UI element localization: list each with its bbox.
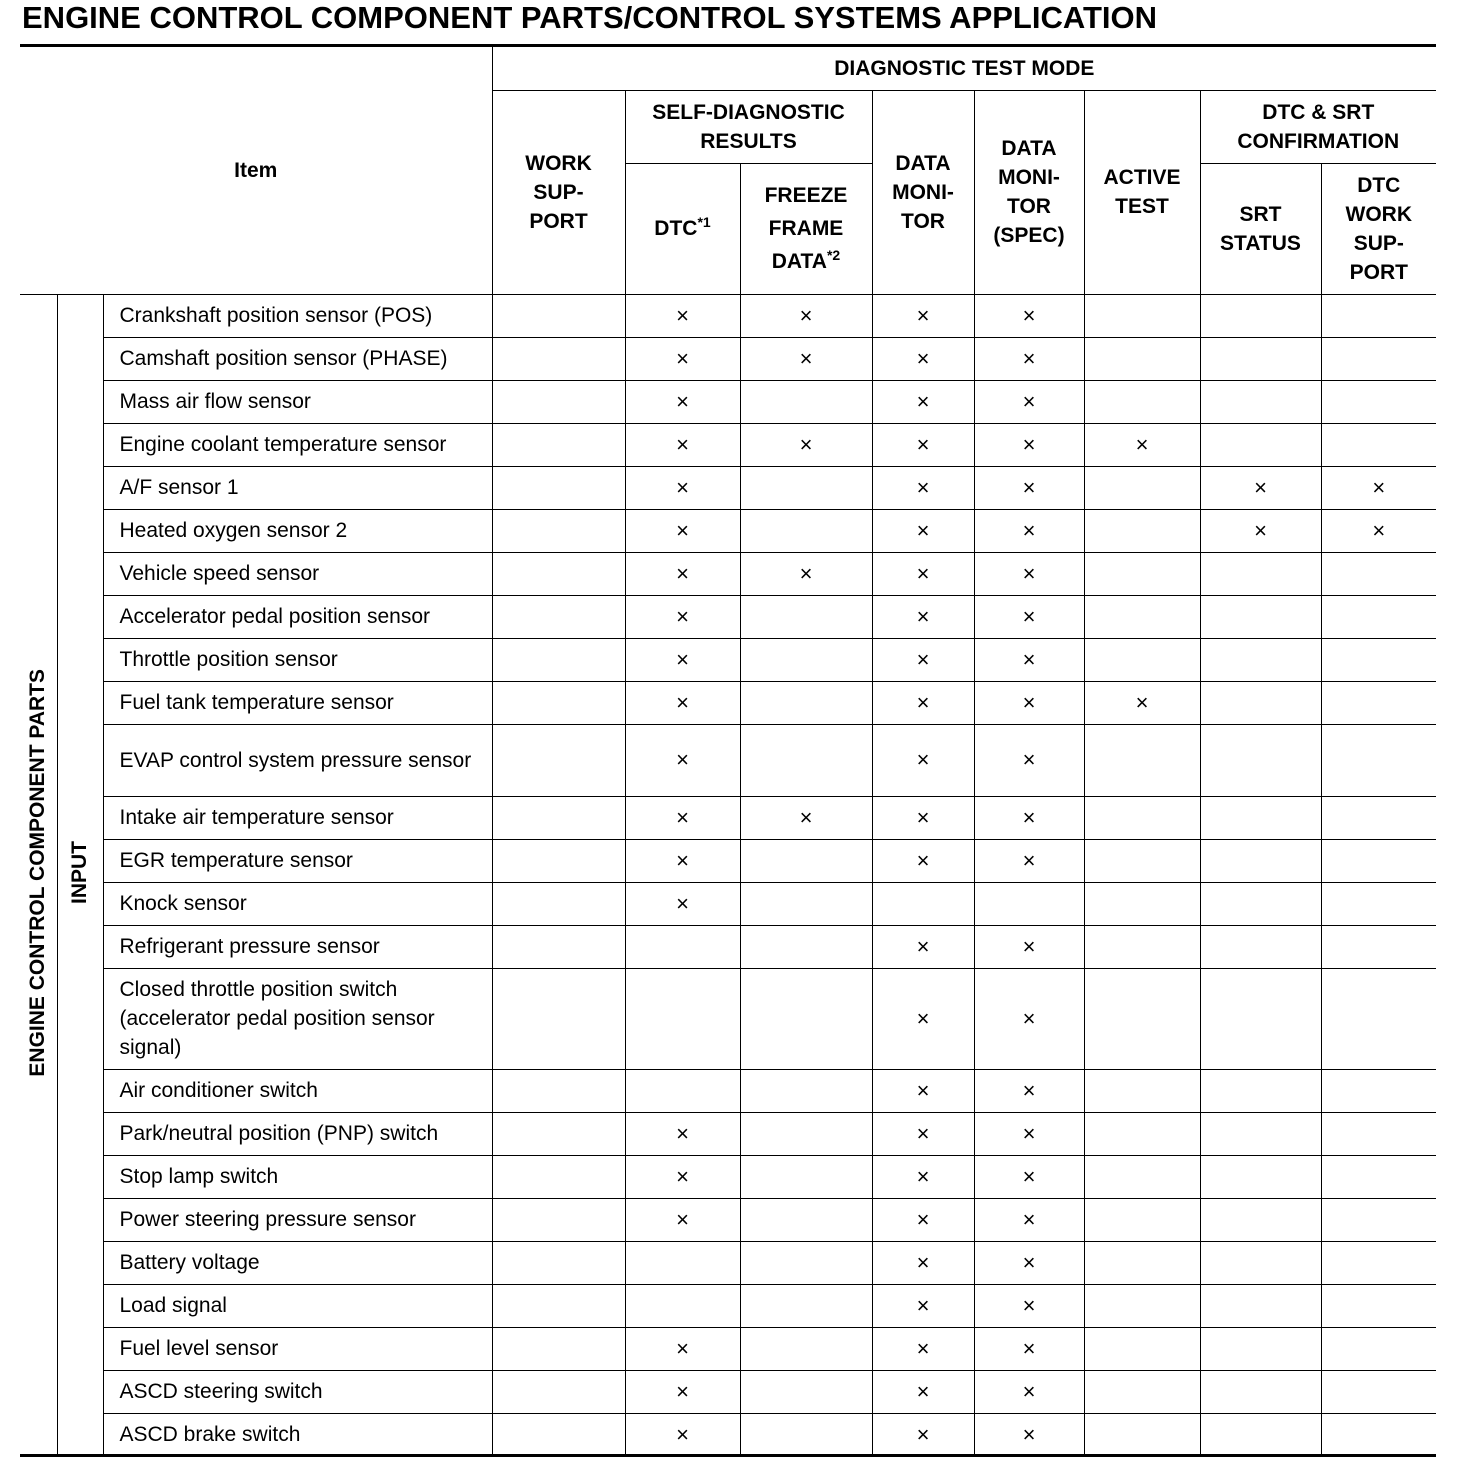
applicable-mark: × [872,1155,974,1198]
applicable-mark: × [974,595,1084,638]
empty-cell [1321,968,1436,1069]
empty-cell [492,1241,625,1284]
applicable-mark: × [625,1112,740,1155]
subgroup-label: INPUT [68,841,91,904]
applicable-mark: × [740,552,872,595]
empty-cell [492,1112,625,1155]
empty-cell [1200,552,1321,595]
empty-cell [492,337,625,380]
applicable-mark: × [625,681,740,724]
table-row [20,638,1436,681]
table-row [20,466,1436,509]
item-name: EGR temperature sensor [103,839,492,882]
empty-cell [740,509,872,552]
empty-cell [492,968,625,1069]
applicable-mark: × [974,509,1084,552]
empty-cell [625,1284,740,1327]
empty-cell [1084,1155,1200,1198]
empty-cell [1084,1198,1200,1241]
applicable-mark: × [625,552,740,595]
applicable-mark: × [974,839,1084,882]
empty-cell [1321,423,1436,466]
applicable-mark: × [872,466,974,509]
empty-cell [740,882,872,925]
table-row [20,1327,1436,1370]
table-row [20,1413,1436,1456]
applicable-mark: × [625,337,740,380]
table-row [20,509,1436,552]
applicable-mark: × [974,294,1084,337]
applicable-mark: × [625,595,740,638]
applicable-mark: × [872,423,974,466]
empty-cell [492,882,625,925]
empty-cell [1200,595,1321,638]
applicable-mark: × [872,796,974,839]
empty-cell [1084,509,1200,552]
empty-cell [1200,1069,1321,1112]
item-name: Park/neutral position (PNP) switch [103,1112,492,1155]
empty-cell [1084,1327,1200,1370]
table-body [20,294,1436,1456]
empty-cell [492,796,625,839]
applicable-mark: × [974,1069,1084,1112]
empty-cell [492,724,625,796]
empty-cell [1200,294,1321,337]
group-label: ENGINE CONTROL COMPONENT PARTS [26,668,50,1077]
table-row [20,925,1436,968]
applicable-mark: × [740,796,872,839]
table-row [20,1370,1436,1413]
empty-cell [625,925,740,968]
empty-cell [625,1069,740,1112]
table-row [20,294,1436,337]
data-monitor-spec-header: DATA MONI-TOR (SPEC) [974,90,1084,294]
empty-cell [1200,1327,1321,1370]
empty-cell [1321,681,1436,724]
empty-cell [492,1198,625,1241]
empty-cell [740,1370,872,1413]
empty-cell [492,1370,625,1413]
applicable-mark: × [872,595,974,638]
applicable-mark: × [740,294,872,337]
empty-cell [1200,1413,1321,1456]
empty-cell [740,724,872,796]
table-row [20,1284,1436,1327]
item-name: ASCD steering switch [103,1370,492,1413]
empty-cell [1321,1241,1436,1284]
item-name: Mass air flow sensor [103,380,492,423]
empty-cell [492,1284,625,1327]
empty-cell [1200,1241,1321,1284]
applicable-mark: × [872,552,974,595]
subgroup-label-cell [57,294,103,1456]
empty-cell [1321,882,1436,925]
empty-cell [492,380,625,423]
bottom-rule [20,1454,1436,1457]
empty-cell [740,1241,872,1284]
empty-cell [1084,839,1200,882]
empty-cell [974,882,1084,925]
applicable-mark: × [974,1327,1084,1370]
empty-cell [1321,1284,1436,1327]
item-name: Load signal [103,1284,492,1327]
applicable-mark: × [872,1413,974,1456]
applicable-mark: × [974,796,1084,839]
empty-cell [1321,638,1436,681]
applicable-mark: × [974,1413,1084,1456]
empty-cell [1321,724,1436,796]
applicable-mark: × [625,638,740,681]
applicable-mark: × [1321,466,1436,509]
work-support-header: WORK SUP-PORT [492,90,625,294]
table-row [20,968,1436,1069]
empty-cell [1084,968,1200,1069]
application-table [20,47,1436,1457]
table-row [20,796,1436,839]
empty-cell [1321,595,1436,638]
empty-cell [1321,552,1436,595]
item-name: Crankshaft position sensor (POS) [103,294,492,337]
applicable-mark: × [872,1284,974,1327]
table-row [20,681,1436,724]
empty-cell [1200,968,1321,1069]
empty-cell [1200,839,1321,882]
page-title: ENGINE CONTROL COMPONENT PARTS/CONTROL SYSTEMS APPLICATION [22,0,1157,35]
applicable-mark: × [974,1284,1084,1327]
item-name: Vehicle speed sensor [103,552,492,595]
applicable-mark: × [872,925,974,968]
item-name: EVAP control system pressure sensor [103,724,492,796]
empty-cell [492,294,625,337]
item-name: ASCD brake switch [103,1413,492,1456]
empty-cell [1084,294,1200,337]
applicable-mark: × [872,638,974,681]
empty-cell [492,1413,625,1456]
dtc-header: DTC$^{*1}$ [625,163,740,294]
applicable-mark: × [974,1370,1084,1413]
item-name: Stop lamp switch [103,1155,492,1198]
empty-cell [1200,1112,1321,1155]
group-label-cell [20,294,57,1456]
empty-cell [492,552,625,595]
applicable-mark: × [1084,681,1200,724]
applicable-mark: × [740,337,872,380]
empty-cell [740,968,872,1069]
empty-cell [1200,925,1321,968]
empty-cell [492,423,625,466]
table-row [20,423,1436,466]
applicable-mark: × [974,466,1084,509]
empty-cell [740,466,872,509]
applicable-mark: × [974,925,1084,968]
empty-cell [492,638,625,681]
self-diagnostic-results-header: SELF-DIAGNOSTIC RESULTS [625,90,872,163]
item-name: Heated oxygen sensor 2 [103,509,492,552]
item-name: Refrigerant pressure sensor [103,925,492,968]
applicable-mark: × [974,423,1084,466]
empty-cell [740,1413,872,1456]
empty-cell [492,839,625,882]
empty-cell [1200,724,1321,796]
empty-cell [740,638,872,681]
applicable-mark: × [974,1112,1084,1155]
empty-cell [625,968,740,1069]
applicable-mark: × [1321,509,1436,552]
item-name: Accelerator pedal position sensor [103,595,492,638]
empty-cell [1321,839,1436,882]
applicable-mark: × [872,1069,974,1112]
empty-cell [1084,595,1200,638]
srt-status-header: SRT STATUS [1200,163,1321,294]
applicable-mark: × [974,1198,1084,1241]
empty-cell [740,1069,872,1112]
table-row [20,1112,1436,1155]
item-name: Power steering pressure sensor [103,1198,492,1241]
empty-cell [1084,925,1200,968]
empty-cell [1200,1155,1321,1198]
table-row [20,1069,1436,1112]
applicable-mark: × [625,796,740,839]
empty-cell [1084,724,1200,796]
item-name: Intake air temperature sensor [103,796,492,839]
empty-cell [1321,796,1436,839]
item-name: Closed throttle position switch (accelerator pedal position sensor signal) [103,968,492,1069]
applicable-mark: × [625,1155,740,1198]
empty-cell [1200,882,1321,925]
empty-cell [492,466,625,509]
empty-cell [1321,1198,1436,1241]
table-row [20,380,1436,423]
empty-cell [740,1327,872,1370]
applicable-mark: × [1200,509,1321,552]
empty-cell [1084,1284,1200,1327]
empty-cell [740,1198,872,1241]
empty-cell [1321,1413,1436,1456]
applicable-mark: × [974,724,1084,796]
empty-cell [1321,1112,1436,1155]
table-row [20,1155,1436,1198]
dtc-srt-confirmation-header: DTC & SRT CONFIRMATION [1200,90,1436,163]
applicable-mark: × [872,380,974,423]
applicable-mark: × [625,509,740,552]
table-row [20,552,1436,595]
table-row [20,337,1436,380]
applicable-mark: × [872,724,974,796]
applicable-mark: × [974,380,1084,423]
applicable-mark: × [625,1198,740,1241]
applicable-mark: × [974,638,1084,681]
empty-cell [1321,1370,1436,1413]
item-name: Fuel tank temperature sensor [103,681,492,724]
applicable-mark: × [1200,466,1321,509]
applicable-mark: × [625,380,740,423]
item-name: Air conditioner switch [103,1069,492,1112]
empty-cell [492,1069,625,1112]
empty-cell [492,681,625,724]
applicable-mark: × [872,681,974,724]
empty-cell [740,681,872,724]
applicable-mark: × [872,1370,974,1413]
applicable-mark: × [625,294,740,337]
empty-cell [1084,882,1200,925]
empty-cell [492,1327,625,1370]
applicable-mark: × [872,1198,974,1241]
empty-cell [1084,796,1200,839]
table-row [20,839,1436,882]
active-test-header: ACTIVE TEST [1084,90,1200,294]
diagnostic-test-mode-header: DIAGNOSTIC TEST MODE [492,47,1436,90]
empty-cell [1084,1112,1200,1155]
table-row [20,1241,1436,1284]
table-row [20,595,1436,638]
applicable-mark: × [740,423,872,466]
empty-cell [492,1155,625,1198]
empty-cell [1321,337,1436,380]
applicable-mark: × [974,1241,1084,1284]
applicable-mark: × [974,337,1084,380]
applicable-mark: × [625,1327,740,1370]
empty-cell [1200,423,1321,466]
empty-cell [1321,294,1436,337]
dtc-work-support-header: DTC WORK SUP-PORT [1321,163,1436,294]
empty-cell [740,380,872,423]
table-row [20,1198,1436,1241]
empty-cell [492,925,625,968]
empty-cell [492,509,625,552]
empty-cell [1084,337,1200,380]
empty-cell [872,882,974,925]
applicable-mark: × [872,509,974,552]
data-monitor-header: DATA MONI-TOR [872,90,974,294]
item-name: A/F sensor 1 [103,466,492,509]
applicable-mark: × [974,1155,1084,1198]
empty-cell [1084,466,1200,509]
empty-cell [1084,1241,1200,1284]
applicable-mark: × [625,724,740,796]
empty-cell [1084,552,1200,595]
empty-cell [492,595,625,638]
applicable-mark: × [625,839,740,882]
empty-cell [1084,638,1200,681]
applicable-mark: × [1084,423,1200,466]
empty-cell [740,1284,872,1327]
empty-cell [1321,925,1436,968]
empty-cell [1200,1284,1321,1327]
applicable-mark: × [872,1241,974,1284]
empty-cell [1321,1155,1436,1198]
table-row [20,882,1436,925]
empty-cell [1200,1370,1321,1413]
empty-cell [740,1112,872,1155]
applicable-mark: × [974,968,1084,1069]
empty-cell [740,839,872,882]
empty-cell [740,595,872,638]
empty-cell [1084,1370,1200,1413]
item-header: Item [20,47,492,294]
applicable-mark: × [872,1112,974,1155]
applicable-mark: × [625,1413,740,1456]
applicable-mark: × [974,681,1084,724]
freeze-frame-data-header: FREEZE FRAME DATA$^{*2}$ [740,163,872,294]
empty-cell [1321,1069,1436,1112]
applicable-mark: × [625,466,740,509]
empty-cell [1084,380,1200,423]
empty-cell [1200,638,1321,681]
empty-cell [1200,380,1321,423]
applicable-mark: × [872,968,974,1069]
applicable-mark: × [872,839,974,882]
empty-cell [1200,796,1321,839]
applicable-mark: × [872,1327,974,1370]
applicable-mark: × [625,423,740,466]
empty-cell [1084,1413,1200,1456]
item-name: Battery voltage [103,1241,492,1284]
applicable-mark: × [872,294,974,337]
empty-cell [1321,1327,1436,1370]
item-name: Knock sensor [103,882,492,925]
applicable-mark: × [974,552,1084,595]
empty-cell [625,1241,740,1284]
applicable-mark: × [872,337,974,380]
empty-cell [740,1155,872,1198]
empty-cell [1200,681,1321,724]
item-name: Camshaft position sensor (PHASE) [103,337,492,380]
empty-cell [740,925,872,968]
empty-cell [1200,337,1321,380]
empty-cell [1200,1198,1321,1241]
item-name: Fuel level sensor [103,1327,492,1370]
item-name: Throttle position sensor [103,638,492,681]
item-name: Engine coolant temperature sensor [103,423,492,466]
applicable-mark: × [625,1370,740,1413]
empty-cell [1084,1069,1200,1112]
applicable-mark: × [625,882,740,925]
empty-cell [1321,380,1436,423]
table-row [20,724,1436,796]
